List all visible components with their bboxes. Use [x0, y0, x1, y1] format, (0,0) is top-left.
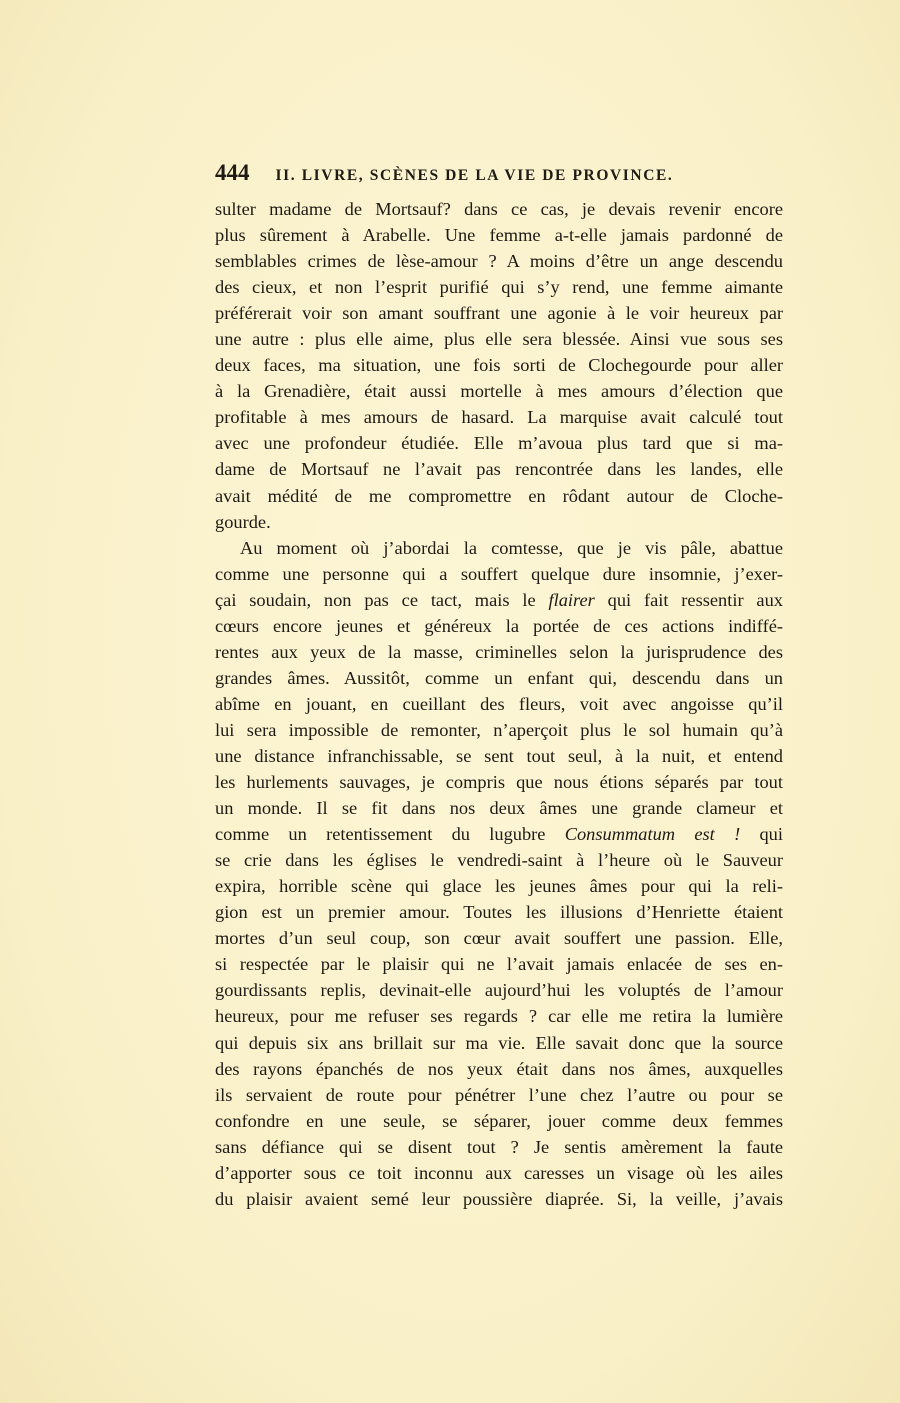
text-line: un monde. Il se fit dans nos deux âmes une grande clameur et: [215, 798, 783, 819]
text-line: cœurs encore jeunes et généreux la portée de ces actions indiffé-: [215, 615, 783, 636]
text-line: expira, horrible scène qui glace les jeunes âmes pour qui la reli-: [215, 876, 783, 897]
text-line: Au moment où j’abordai la comtesse, que je vis pâle, abattue: [240, 537, 783, 558]
text-line: qui depuis six ans brillait sur ma vie. Elle savait donc que la source: [215, 1032, 783, 1053]
text-line: [215, 587, 783, 613]
text-line: des rayons épanchés de nos yeux était dans nos âmes, auxquelles: [215, 1058, 783, 1079]
text-line: gourde.: [215, 511, 271, 532]
text-line: dame de Mortsauf ne l’avait pas rencontrée dans les landes, elle: [215, 459, 783, 480]
text-line: abîme en jouant, en cueillant des fleurs, voit avec angoisse qu’il: [215, 693, 783, 714]
text-line: comme une personne qui a souffert quelque dure insomnie, j’exer-: [215, 563, 783, 584]
text-line: à la Grenadière, était aussi mortelle à mes amours d’élection que: [215, 381, 783, 402]
body-text: [215, 196, 783, 1212]
text-line: les hurlements sauvages, je compris que nous étions séparés par tout: [215, 772, 783, 793]
italic-text: Consummatum est !: [564, 824, 741, 845]
text-line: plus sûrement à Arabelle. Une femme a-t-elle jamais pardonné de: [215, 225, 783, 246]
text-line: lui sera impossible de remonter, n’aperçoit plus le sol humain qu’à: [215, 719, 783, 740]
text-line: rentes aux yeux de la masse, criminelles selon la jurisprudence des: [215, 641, 783, 662]
text-line: se crie dans les églises le vendredi-saint à l’heure où le Sauveur: [215, 850, 783, 871]
text-line: confondre en une seule, se séparer, jouer comme deux femmes: [215, 1110, 783, 1131]
text-line: préférerait voir son amant souffrant une agonie à le voir heureux par: [215, 303, 783, 324]
text-line: sulter madame de Mortsauf? dans ce cas, je devais revenir encore: [215, 199, 783, 219]
text-segment: çai soudain, non pas ce tact, mais le: [215, 589, 549, 610]
text-line: grandes âmes. Aussitôt, comme un enfant qui, descendu dans un: [215, 667, 783, 688]
text-line: si respectée par le plaisir qui ne l’avait jamais enlacée de ses en-: [215, 954, 783, 975]
text-line: avec une profondeur étudiée. Elle m’avoua plus tard que si ma-: [215, 433, 783, 454]
text-line: sans défiance qui se disent tout ? Je sentis amèrement la faute: [215, 1136, 783, 1157]
text-line: avait médité de me compromettre en rôdant autour de Cloche-: [215, 485, 783, 506]
text-line: [215, 821, 783, 847]
text-line: ils servaient de route pour pénétrer l’une chez l’autre ou pour se: [215, 1084, 783, 1105]
page-number: 444: [215, 160, 250, 185]
running-head: II. LIVRE, SCÈNES DE LA VIE DE PROVINCE.: [275, 167, 674, 184]
page-header: [215, 160, 715, 190]
text-line: semblables crimes de lèse-amour ? A moins d’être un ange descendu: [215, 251, 783, 272]
text-segment: qui fait ressentir aux: [594, 589, 783, 610]
text-line: deux faces, ma situation, une fois sorti de Clochegourde pour aller: [215, 355, 783, 376]
text-line: d’apporter sous ce toit inconnu aux caresses un visage où les ailes: [215, 1162, 783, 1183]
text-line: des cieux, et non l’esprit purifié qui s’y rend, une femme aimante: [215, 277, 783, 298]
text-line: une distance infranchissable, se sent tout seul, à la nuit, et entend: [215, 745, 783, 766]
text-line: heureux, pour me refuser ses regards ? car elle me retira la lumière: [215, 1006, 783, 1027]
italic-text: flairer: [548, 589, 595, 610]
text-line: gion est un premier amour. Toutes les illusions d’Henriette étaient: [215, 902, 783, 923]
text-segment: comme un retentissement du lugubre: [215, 824, 565, 845]
text-line: gourdissants replis, devinait-elle aujourd’hui les voluptés de l’amour: [215, 980, 783, 1001]
text-segment: qui: [740, 824, 783, 845]
text-line: du plaisir avaient semé leur poussière diaprée. Si, la veille, j’avais: [215, 1188, 783, 1209]
text-line: profitable à mes amours de hasard. La marquise avait calculé tout: [215, 407, 783, 428]
text-line: une autre : plus elle aime, plus elle sera blessée. Ainsi vue sous ses: [215, 329, 783, 350]
text-line: mortes d’un seul coup, son cœur avait souffert une passion. Elle,: [215, 928, 783, 949]
